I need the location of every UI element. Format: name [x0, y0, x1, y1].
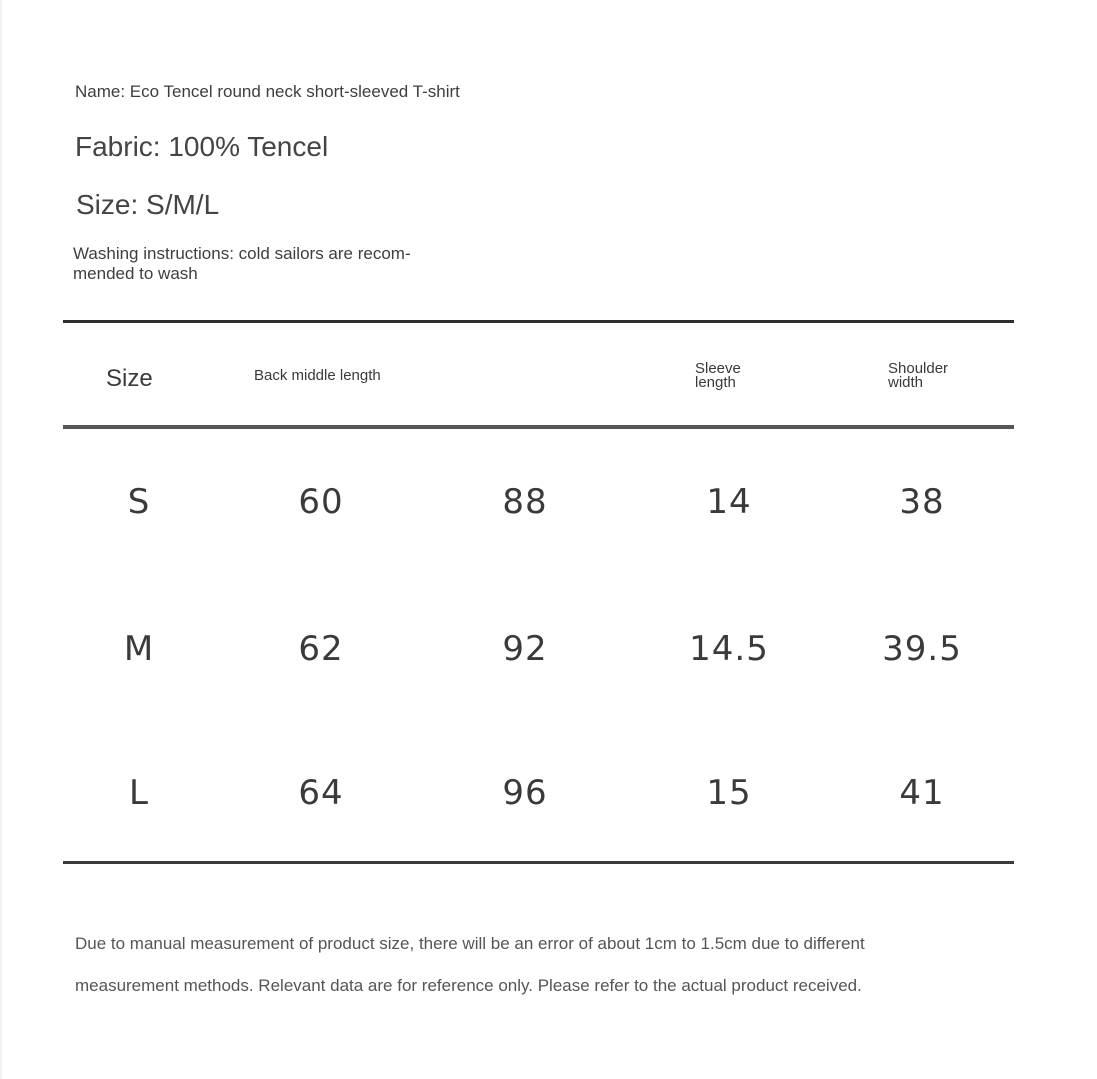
header-size: Size — [106, 365, 153, 392]
measurement-note-line-2: measurement methods. Relevant data are for reference only. Please refer to the actual product received. — [75, 976, 862, 995]
cell-shoulder-width: 39.5 — [882, 629, 962, 669]
cell-bust: 96 — [502, 773, 548, 813]
cell-sleeve-length: 14 — [706, 482, 752, 522]
table-top-rule — [63, 320, 1014, 323]
washing-instructions: Washing instructions: cold sailors are recom-mended to wash — [73, 244, 411, 283]
table-bottom-rule — [63, 861, 1014, 864]
cell-back-length: 64 — [298, 773, 344, 813]
table-header-rule — [63, 425, 1014, 429]
header-sleeve-length: Sleeve length — [695, 360, 741, 391]
cell-back-length: 62 — [298, 629, 344, 669]
cell-bust: 88 — [502, 482, 548, 522]
cell-sleeve-length: 15 — [706, 773, 752, 813]
page-left-edge — [0, 0, 2, 1079]
cell-back-length: 60 — [298, 482, 344, 522]
cell-size: M — [123, 629, 155, 669]
cell-shoulder-width: 41 — [899, 773, 945, 813]
cell-size: S — [127, 482, 151, 522]
cell-sleeve-length: 14.5 — [689, 629, 769, 669]
header-shoulder-width: Shoulder width — [888, 360, 949, 391]
measurement-note-line-1: Due to manual measurement of product size, there will be an error of about 1cm to 1.5cm due to different — [75, 934, 865, 953]
product-fabric: Fabric: 100% Tencel — [75, 131, 329, 162]
cell-size: L — [129, 773, 149, 813]
product-name: Name: Eco Tencel round neck short-sleeved T-shirt — [75, 82, 460, 101]
product-sizes: Size: S/M/L — [76, 189, 220, 220]
cell-bust: 92 — [502, 629, 548, 669]
header-back-middle-length: Back middle length — [254, 367, 381, 384]
cell-shoulder-width: 38 — [899, 482, 945, 522]
